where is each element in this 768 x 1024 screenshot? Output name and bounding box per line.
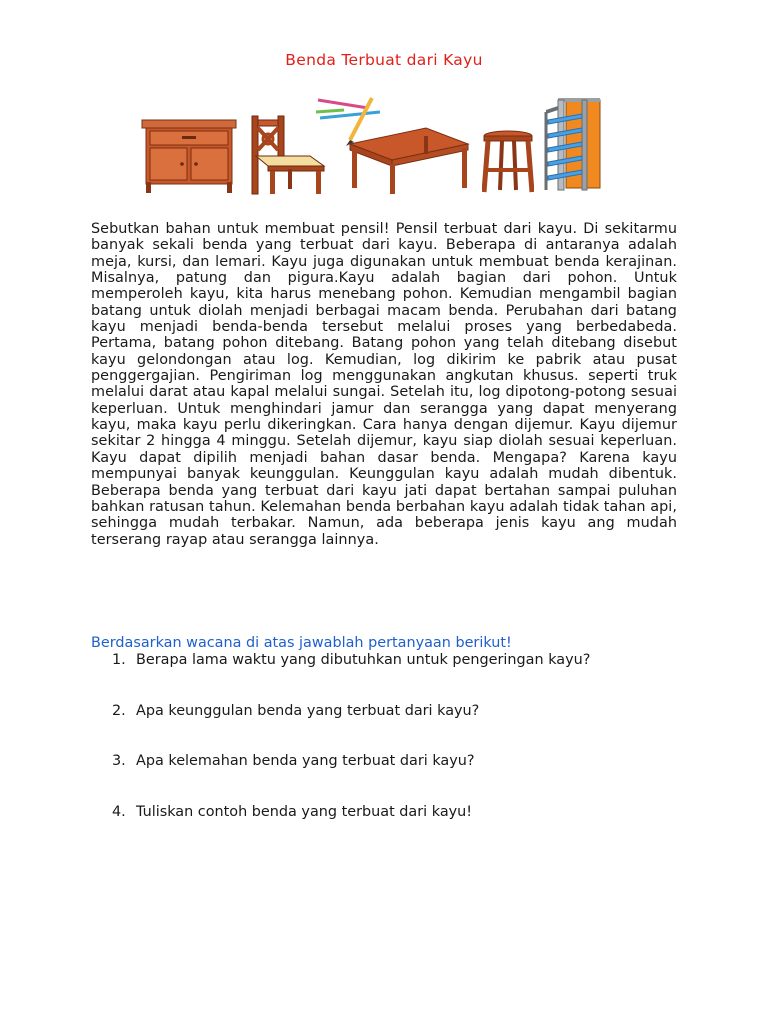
cabinet-icon [140,118,238,194]
question-number: 3. [112,753,126,769]
question-number: 4. [112,803,126,820]
question-item [112,804,672,821]
page-title: Benda Terbuat dari Kayu [285,51,483,69]
reading-passage: Sebutkan bahan untuk membuat pensil! Pensil terbuat dari kayu. Di sekitarmu banyak sekali benda yang terbuat dari kayu. Beberapa di antaranya adalah meja, kursi, dan lemari. Kayu juga digunakan untuk membuat benda kerajinan. Misalnya, patung dan pigura.Kayu adalah bagian dari pohon. Untuk memperoleh kayu, kita harus menebang pohon. Kemudian mengambil bagian batang untuk diolah menjadi berbagai macam benda. Perubahan dari batang kayu menjadi benda-benda tersebut melalui proses yang berbedabeda. Pertama, batang pohon ditebang. Batang pohon yang telah ditebang disebut kayu gelondongan atau log. Kemudian, log dikirim ke pabrik atau pusat penggergajian. Pengiriman log menggunakan angkutan khusus. seperti truk melalui darat atau kapal melalui sungai. Setelah itu, log dipotong-potong sesuai keperluan. Untuk menghindari jamur dan serangga yang dapat menyerang kayu, maka kayu perlu dikeringkan. Cara hanya dengan dijemur. Kayu dijemur sekitar 2 hingga 4 minggu. Setelah dijemur, kayu siap diolah sesuai keperluan. Kayu dapat dipilih menjadi bahan dasar benda. Mengapa? Karena kayu mempunyai banyak keunggulan. Keunggulan kayu adalah mudah dibentuk. Beberapa benda yang terbuat dari kayu jati dapat bertahan sampai puluhan bahkan ratusan tahun. Kelemahan benda berbahan kayu adalah tidak tahan api, sehingga mudah terbakar. Namun, ada beberapa jenis kayu ang mudah terserang rayap atau serangga lainnya. [91,221,677,548]
stool-icon [482,130,534,194]
question-number: 1. [112,652,126,668]
question-list [112,652,672,854]
question-text: Berapa lama waktu yang dibutuhkan untuk pengeringan kayu? [136,652,591,668]
question-instruction: Berdasarkan wacana di atas jawablah pertanyaan berikut! [91,635,512,651]
shelf-icon [542,96,604,192]
illustration-strip [136,94,636,194]
question-text: Apa keunggulan benda yang terbuat dari kayu? [136,702,480,719]
question-number: 2. [112,702,126,719]
question-text: Tuliskan contoh benda yang terbuat dari kayu! [136,803,473,820]
question-text: Apa kelemahan benda yang terbuat dari kayu? [136,753,475,769]
table-icon [344,126,472,196]
question-item [112,652,672,669]
question-item [112,753,672,770]
question-item [112,703,672,720]
